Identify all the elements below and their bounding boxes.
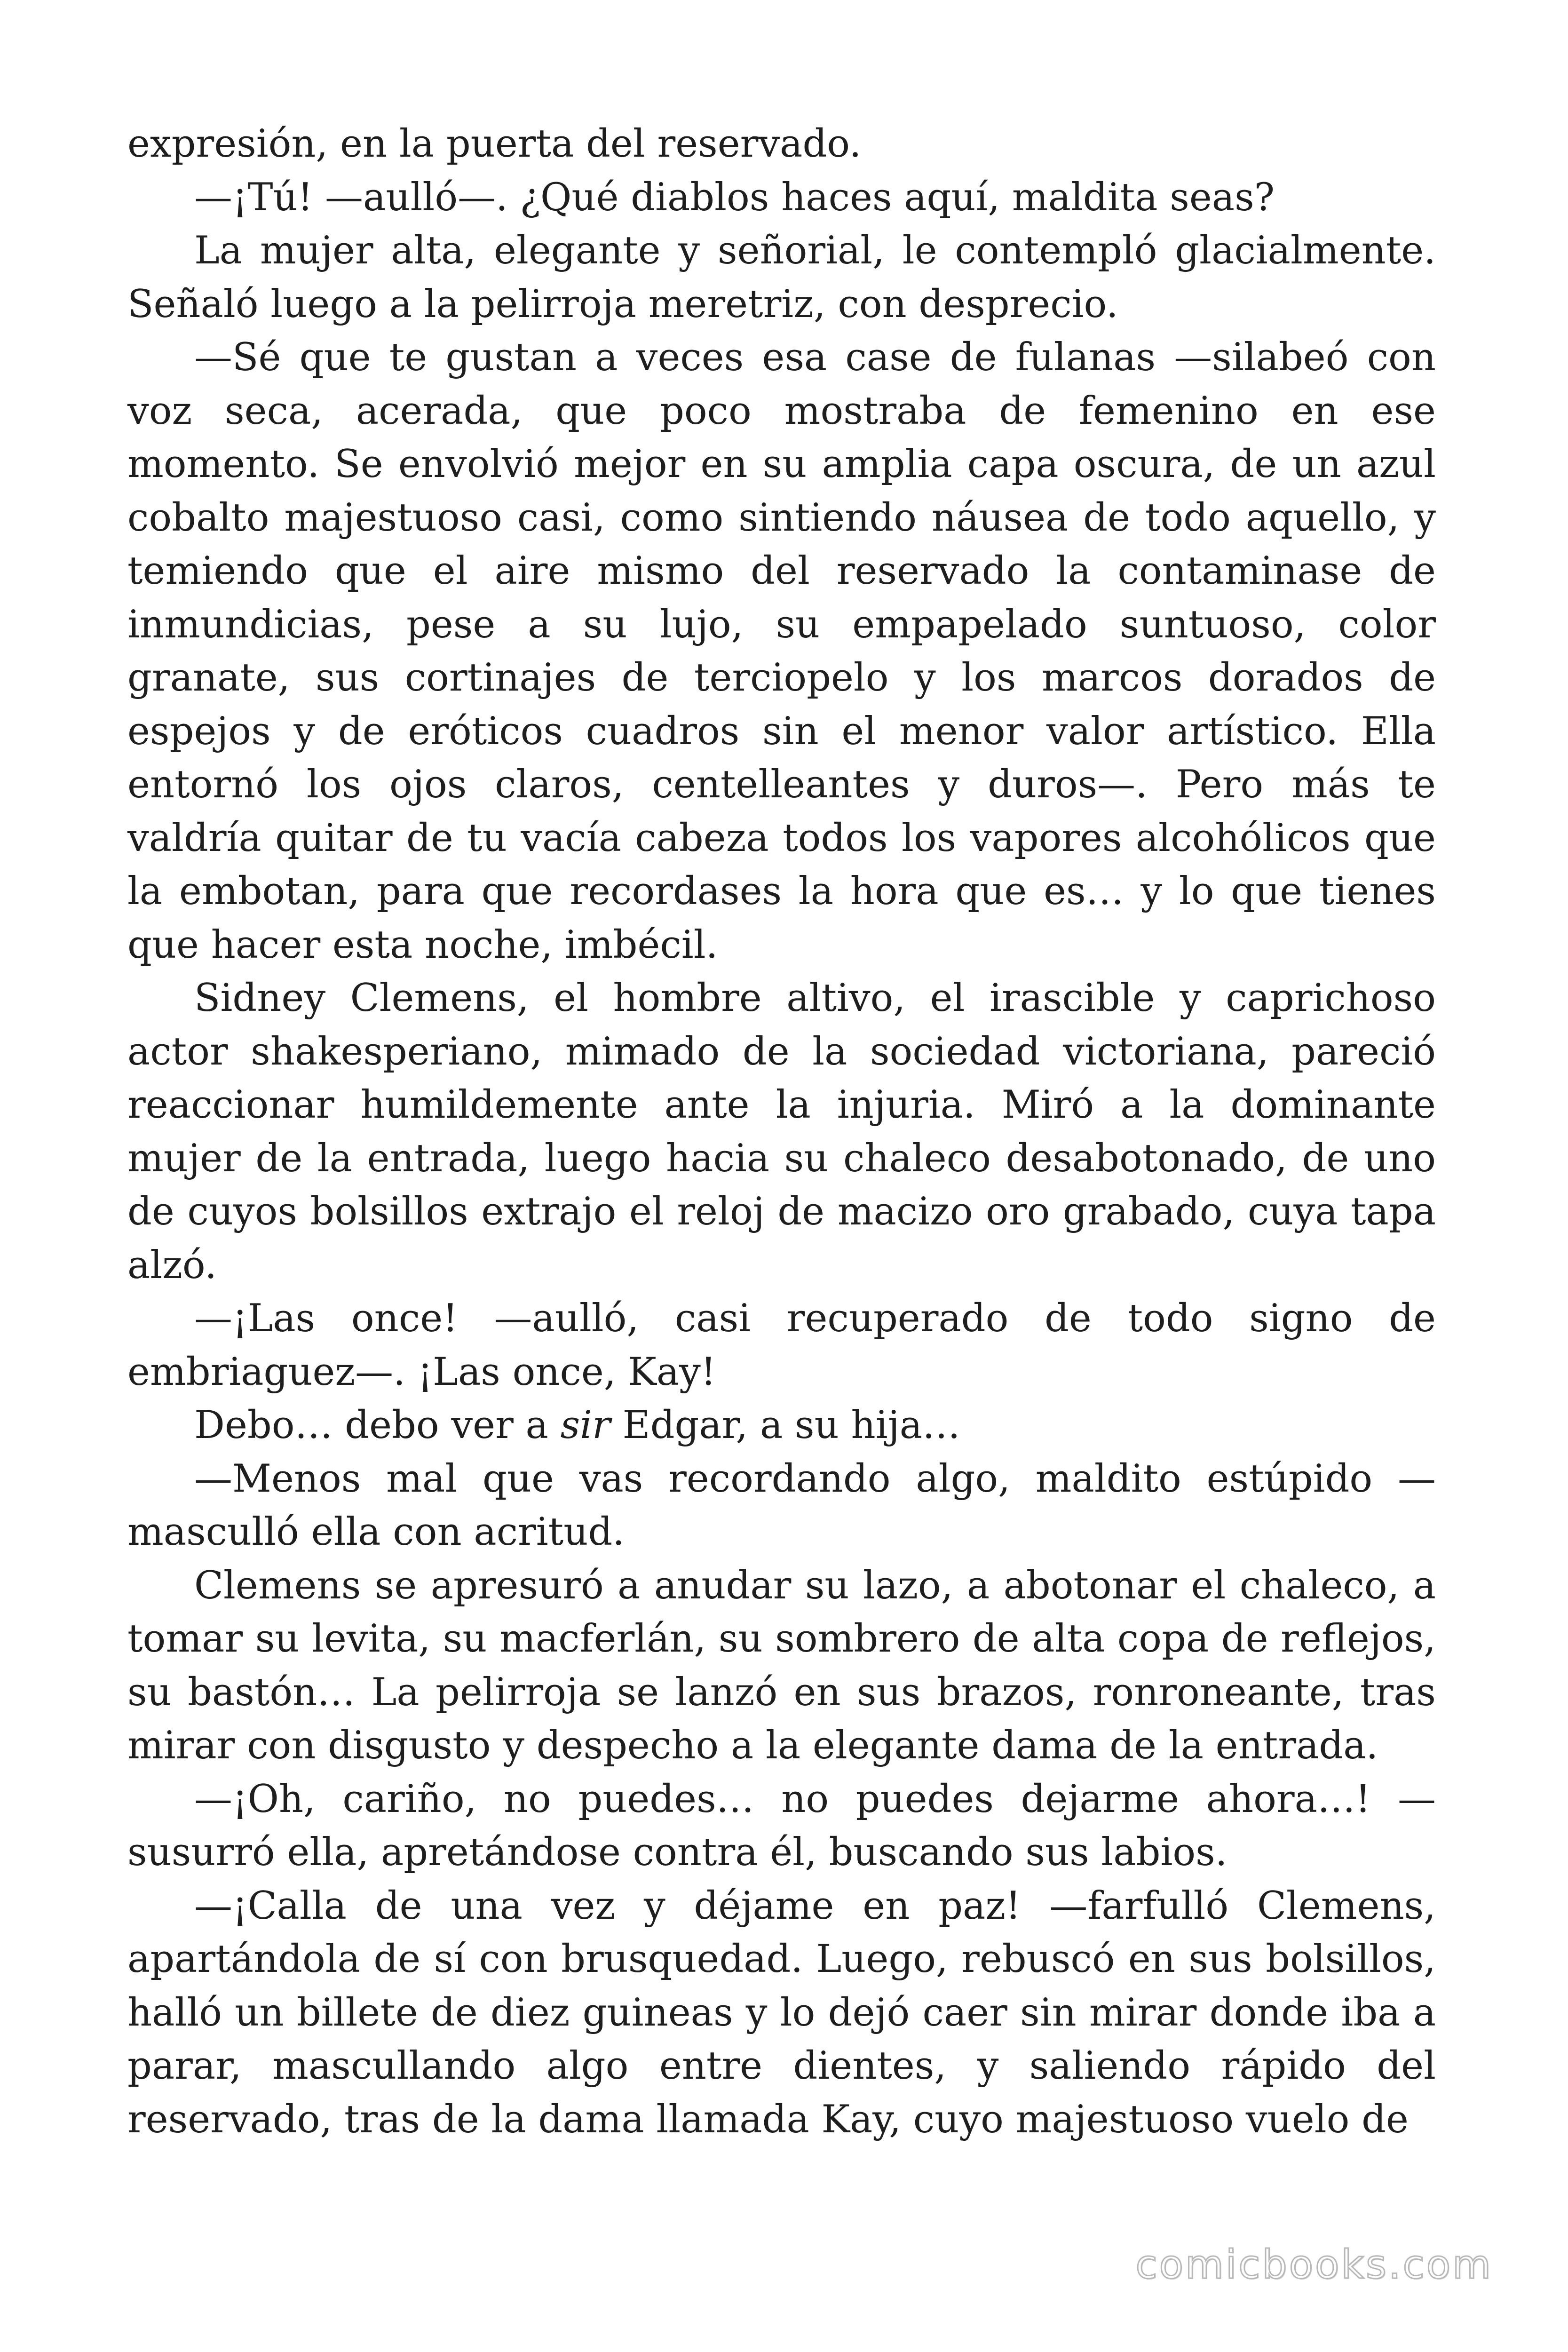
paragraph-10: —¡Oh, cariño, no puedes… no puedes dejarme ahora…! —susurró ella, apretándose contra él, buscando sus labios.	[127, 1777, 1436, 1875]
paragraph-7	[127, 1399, 1436, 1453]
paragraph-4: —Sé que te gustan a veces esa case de fulanas —silabeó con voz seca, acerada, que poco mostraba de femenino en ese momento. Se envolvió mejor en su amplia capa oscura, de un azul cobalto majestuoso casi, como sintiendo náusea de todo aquello, y temiendo que el aire mismo del reservado la contaminase de inmundicias, pese a su lujo, su empapelado suntuoso, color granate, sus cortinajes de terciopelo y los marcos dorados de espejos y de eróticos cuadros sin el menor valor artístico. Ella entornó los ojos claros, centelleantes y duros—. Pero más te valdría quitar de tu vacía cabeza todos los vapores alcohólicos que la embotan, para que recordases la hora que es… y lo que tienes que hacer esta noche, imbécil.	[127, 335, 1436, 967]
paragraph-2: —¡Tú! —aulló—. ¿Qué diablos haces aquí, maldita seas?	[194, 175, 1275, 220]
book-page	[127, 118, 1436, 2187]
paragraph-7-end: Edgar, a su hija…	[610, 1403, 960, 1447]
paragraph-7-start: Debo… debo ver a	[194, 1403, 561, 1447]
paragraph-3: La mujer alta, elegante y señorial, le contempló glacialmente. Señaló luego a la pelirroja meretriz, con desprecio.	[127, 229, 1436, 326]
watermark: comicbooks.com	[1135, 2241, 1493, 2288]
paragraph-5: Sidney Clemens, el hombre altivo, el irascible y caprichoso actor shakesperiano, mimado de la sociedad victoriana, pareció reaccionar humildemente ante la injuria. Miró a la dominante mujer de la entrada, luego hacia su chaleco desabotonado, de uno de cuyos bolsillos extrajo el reloj de macizo oro grabado, cuya tapa alzó.	[127, 976, 1436, 1287]
paragraph-8: —Menos mal que vas recordando algo, maldito estúpido —masculló ella con acritud.	[127, 1456, 1436, 1554]
emphasis-sir: sir	[560, 1403, 610, 1447]
paragraph-1: expresión, en la puerta del reservado.	[127, 122, 862, 166]
paragraph-9: Clemens se apresuró a anudar su lazo, a abotonar el chaleco, a tomar su levita, su macferlán, su sombrero de alta copa de reflejos, su bastón… La pelirroja se lanzó en sus brazos, ronroneante, tras mirar con disgusto y despecho a la elegante dama de la entrada.	[127, 1563, 1436, 1768]
paragraph-6: —¡Las once! —aulló, casi recuperado de todo signo de embriaguez—. ¡Las once, Kay!	[127, 1296, 1436, 1394]
paragraph-11: —¡Calla de una vez y déjame en paz! —farfulló Clemens, apartándola de sí con brusquedad. Luego, rebuscó en sus bolsillos, halló un billete de diez guineas y lo dejó caer sin mirar donde iba a parar, mascullando algo entre dientes, y saliendo rápido del reservado, tras de la dama llamada Kay, cuyo majestuoso vuelo de	[127, 1883, 1436, 2142]
